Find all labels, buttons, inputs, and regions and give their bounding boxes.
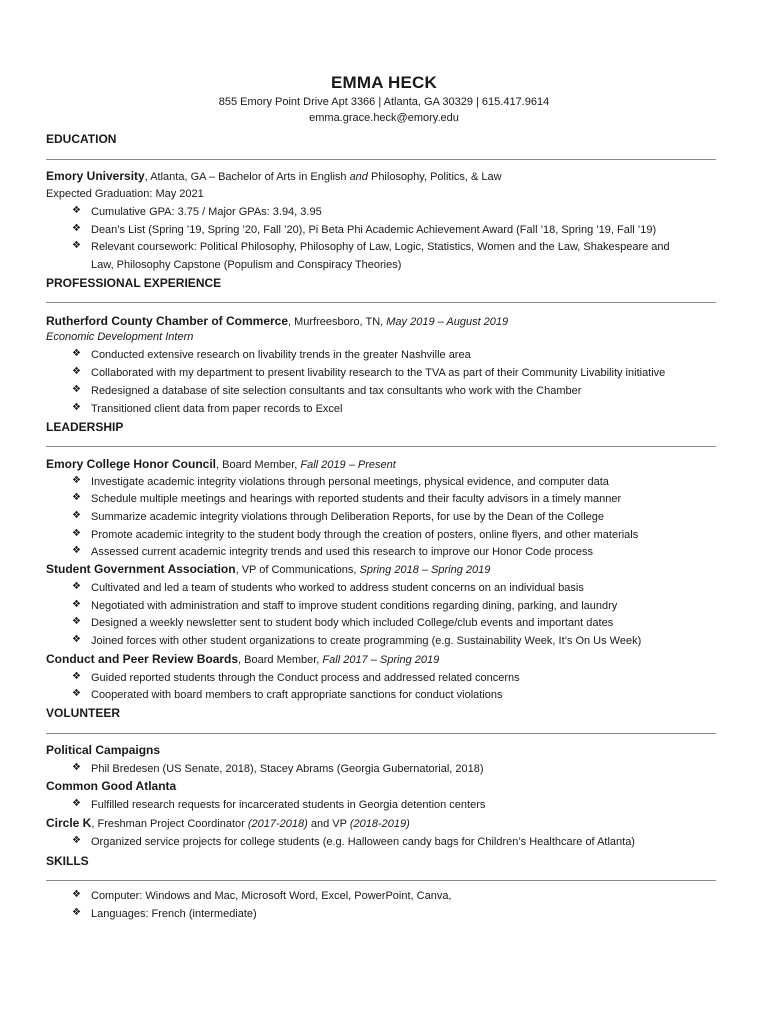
bullet-icon: ❖ bbox=[72, 616, 81, 627]
list-item: Redesigned a database of site selection consultants and tax consultants who work with the Chamber bbox=[91, 385, 582, 397]
bullet-icon: ❖ bbox=[72, 366, 81, 377]
bullet-icon: ❖ bbox=[72, 402, 81, 413]
job-heading bbox=[46, 313, 726, 330]
bullet-icon: ❖ bbox=[72, 475, 81, 486]
section-divider bbox=[46, 446, 716, 447]
list-item: Negotiated with administration and staff to improve student conditions regarding dining, parking, and laundry bbox=[91, 600, 618, 612]
contact-address: 855 Emory Point Drive Apt 3366 | Atlanta, GA 30329 | 615.417.9614 bbox=[218, 96, 550, 108]
bullet-icon: ❖ bbox=[72, 688, 81, 699]
list-item: Computer: Windows and Mac, Microsoft Word, Excel, PowerPoint, Canva, bbox=[91, 890, 452, 902]
org-role: , Freshman Project Coordinator bbox=[91, 818, 248, 830]
org-name: Conduct and Peer Review Boards bbox=[46, 652, 239, 666]
list-item: Promote academic integrity to the student body through the creation of posters, online flyers, and other materials bbox=[91, 529, 639, 541]
role-heading-sga bbox=[46, 561, 726, 578]
employer-location: , Murfreesboro, TN, bbox=[288, 316, 387, 328]
section-divider bbox=[46, 733, 716, 734]
section-title-skills: SKILLS bbox=[46, 854, 89, 868]
school-name: Emory University bbox=[46, 169, 145, 183]
bullet-icon: ❖ bbox=[72, 223, 81, 234]
list-item: Cooperated with board members to craft appropriate sanctions for conduct violations bbox=[91, 689, 503, 701]
degree-rest: Philosophy, Politics, & Law bbox=[367, 171, 502, 183]
section-title-professional: PROFESSIONAL EXPERIENCE bbox=[46, 276, 222, 290]
list-item: Summarize academic integrity violations through Deliberation Reports, for use by the Dean of the College bbox=[91, 511, 604, 523]
section-divider bbox=[46, 302, 716, 303]
bullet-icon: ❖ bbox=[72, 581, 81, 592]
org-role: , Board Member, bbox=[216, 459, 301, 471]
bullet-icon: ❖ bbox=[72, 240, 81, 251]
section-title-volunteer: VOLUNTEER bbox=[46, 706, 121, 720]
school-location: , Atlanta, GA – Bachelor of Arts in English bbox=[144, 171, 350, 183]
role-heading-conduct-board bbox=[46, 651, 726, 668]
graduation-date: Expected Graduation: May 2021 bbox=[46, 188, 204, 200]
bullet-icon: ❖ bbox=[72, 545, 81, 556]
list-item: Joined forces with other student organizations to create programming (e.g. Sustainability Week, It’s On Us Week) bbox=[91, 635, 642, 647]
list-item: Guided reported students through the Conduct process and addressed related concerns bbox=[91, 672, 520, 684]
bullet-icon: ❖ bbox=[72, 835, 81, 846]
bullet-icon: ❖ bbox=[72, 907, 81, 918]
volunteer-heading-circle-k bbox=[46, 815, 726, 832]
list-item: Designed a weekly newsletter sent to student body which included College/club events and important dates bbox=[91, 617, 614, 629]
volunteer-heading-political bbox=[46, 742, 726, 759]
bullet-icon: ❖ bbox=[72, 205, 81, 216]
org-name: Emory College Honor Council bbox=[46, 457, 217, 471]
section-divider bbox=[46, 159, 716, 160]
list-item: Languages: French (intermediate) bbox=[91, 908, 257, 920]
bullet-icon: ❖ bbox=[72, 348, 81, 359]
section-title-leadership: LEADERSHIP bbox=[46, 420, 124, 434]
section-title-education: EDUCATION bbox=[46, 132, 117, 146]
bullet-icon: ❖ bbox=[72, 798, 81, 809]
bullet-icon: ❖ bbox=[72, 384, 81, 395]
bullet-icon: ❖ bbox=[72, 528, 81, 539]
employer-name: Rutherford County Chamber of Commerce bbox=[46, 314, 289, 328]
list-item: Cultivated and led a team of students who worked to address student concerns on an individual basis bbox=[91, 582, 584, 594]
bullet-icon: ❖ bbox=[72, 634, 81, 645]
list-item: Schedule multiple meetings and hearings with reported students and their faculty advisors in a timely manner bbox=[91, 493, 622, 505]
org-name: Common Good Atlanta bbox=[46, 779, 177, 793]
list-item: Fulfilled research requests for incarcerated students in Georgia detention centers bbox=[91, 799, 486, 811]
role-heading-honor-council bbox=[46, 456, 726, 473]
list-item: Organized service projects for college students (e.g. Halloween candy bags for Children’s Healthcare of Atlanta) bbox=[91, 836, 635, 848]
org-dates: Fall 2017 – Spring 2019 bbox=[322, 654, 440, 666]
list-item: Investigate academic integrity violations through personal meetings, physical evidence, and computer data bbox=[91, 476, 609, 488]
list-item: Phil Bredesen (US Senate, 2018), Stacey Abrams (Georgia Gubernatorial, 2018) bbox=[91, 763, 484, 775]
bullet-icon: ❖ bbox=[72, 671, 81, 682]
list-item: Assessed current academic integrity trends and used this research to improve our Honor Code process bbox=[91, 546, 593, 558]
bullet-icon: ❖ bbox=[72, 762, 81, 773]
org-role-second: and VP bbox=[307, 818, 350, 830]
education-heading bbox=[46, 168, 726, 185]
org-dates: Fall 2019 – Present bbox=[300, 459, 396, 471]
contact-email: emma.grace.heck@emory.edu bbox=[309, 112, 459, 124]
org-name: Student Government Association bbox=[46, 562, 236, 576]
list-item: Collaborated with my department to present livability research to the TVA as part of their Community Livability initiative bbox=[91, 367, 666, 379]
section-divider bbox=[46, 880, 716, 881]
org-dates: Spring 2018 – Spring 2019 bbox=[359, 564, 491, 576]
list-item: Relevant coursework: Political Philosophy, Philosophy of Law, Logic, Statistics, Women and the Law, Shakespeare and bbox=[91, 241, 670, 253]
org-dates: (2017-2018) bbox=[247, 818, 308, 830]
list-item: Cumulative GPA: 3.75 / Major GPAs: 3.94, 3.95 bbox=[91, 206, 322, 218]
list-item-continuation: Law, Philosophy Capstone (Populism and Conspiracy Theories) bbox=[91, 259, 402, 271]
list-item: Conducted extensive research on livability trends in the greater Nashville area bbox=[91, 349, 471, 361]
job-dates: May 2019 – August 2019 bbox=[386, 316, 509, 328]
org-name: Political Campaigns bbox=[46, 743, 161, 757]
candidate-name: EMMA HECK bbox=[331, 73, 437, 92]
bullet-icon: ❖ bbox=[72, 889, 81, 900]
org-role: , Board Member, bbox=[238, 654, 323, 666]
volunteer-heading-cga bbox=[46, 778, 726, 795]
org-role: , VP of Communications, bbox=[235, 564, 360, 576]
bullet-icon: ❖ bbox=[72, 599, 81, 610]
org-name: Circle K bbox=[46, 816, 92, 830]
bullet-icon: ❖ bbox=[72, 510, 81, 521]
resume-header bbox=[0, 72, 768, 126]
job-role: Economic Development Intern bbox=[46, 331, 194, 343]
list-item: Transitioned client data from paper records to Excel bbox=[91, 403, 343, 415]
org-dates-second: (2018-2019) bbox=[349, 818, 410, 830]
list-item: Dean’s List (Spring ’19, Spring ’20, Fall ’20), Pi Beta Phi Academic Achievement Award (Fall ’18, Spring ’19, Fall ’19) bbox=[91, 224, 657, 236]
bullet-icon: ❖ bbox=[72, 492, 81, 503]
degree-and: and bbox=[349, 171, 368, 183]
